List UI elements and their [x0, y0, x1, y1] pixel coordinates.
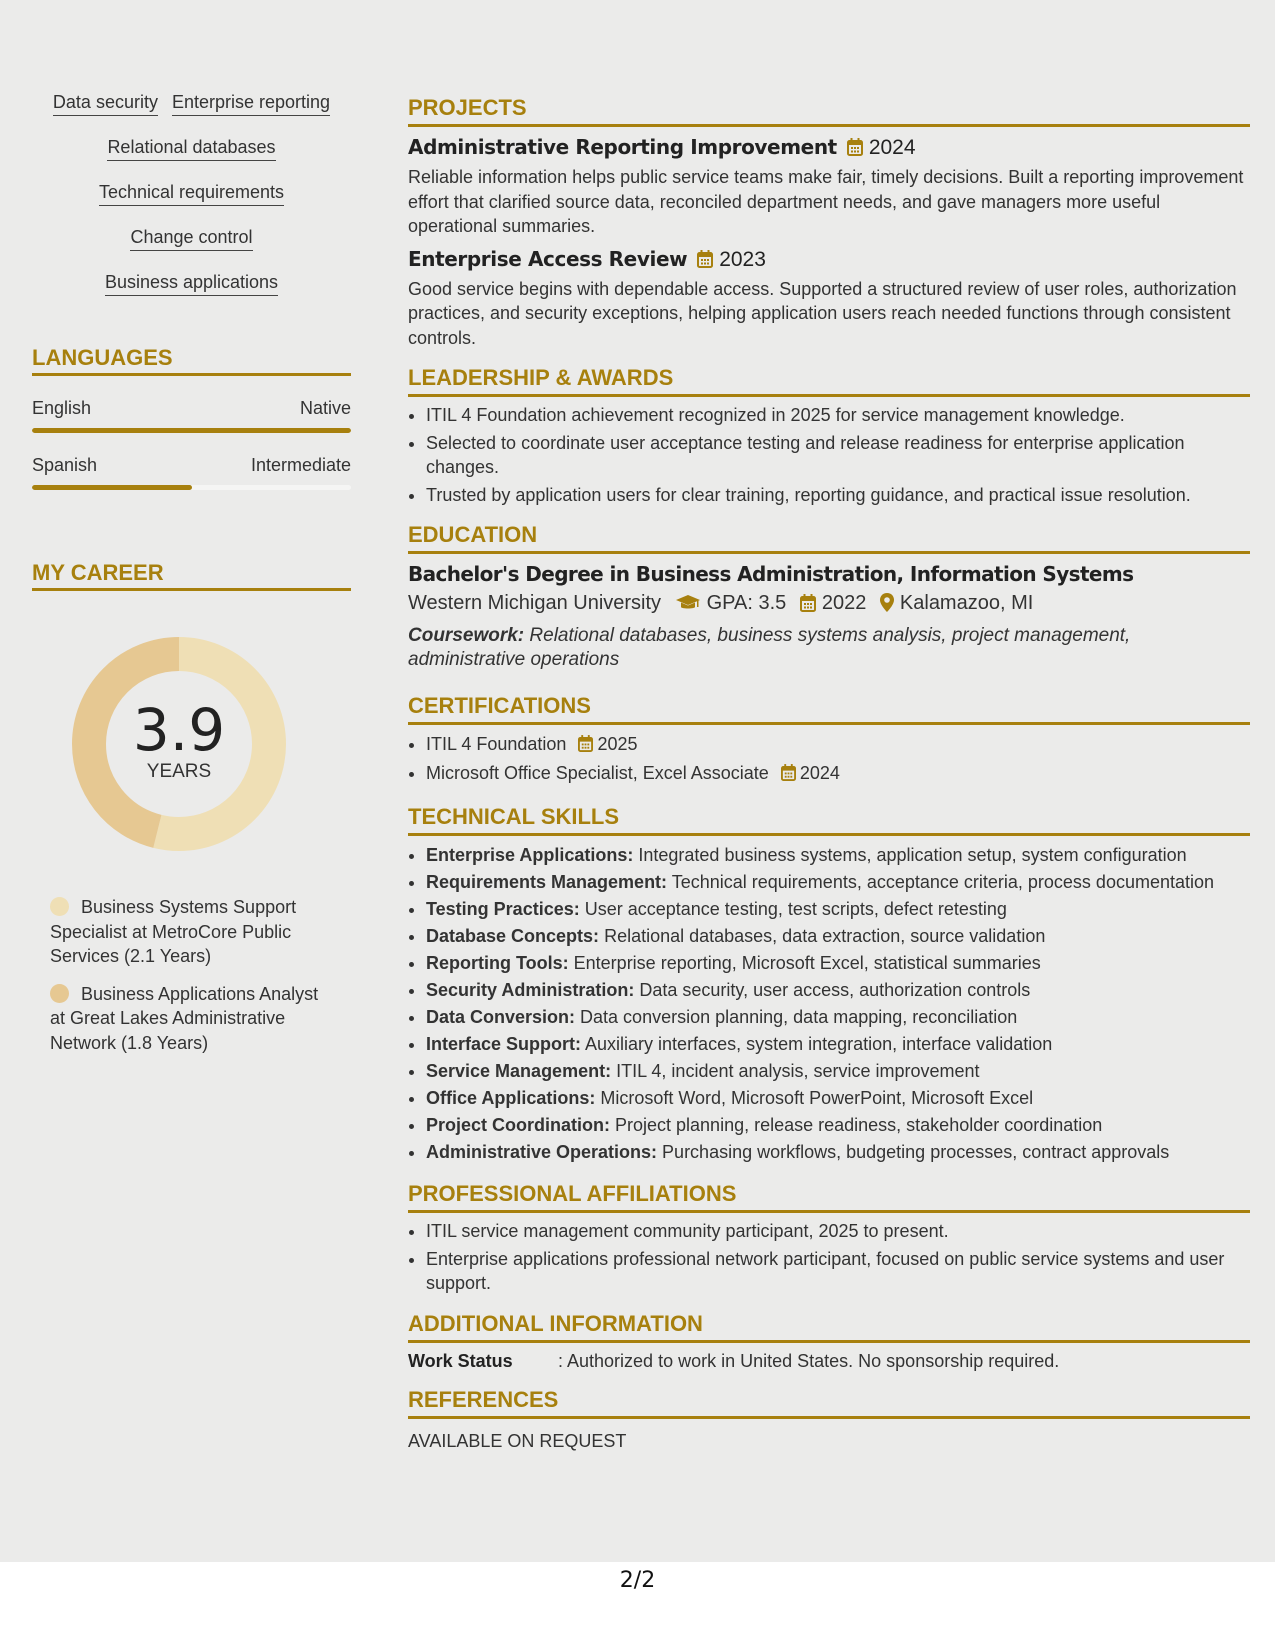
skill-tag: Change control: [130, 225, 252, 251]
skill-category: Interface Support:: [426, 1034, 582, 1054]
skill-item: [426, 977, 1250, 1004]
skill-item: [426, 1139, 1250, 1166]
skill-item: [426, 842, 1250, 869]
skill-values: Data conversion planning, data mapping, reconciliation: [575, 1007, 1018, 1027]
degree-title: Bachelor's Degree in Business Administration, Information Systems: [408, 562, 1134, 586]
skill-item: [426, 1004, 1250, 1031]
skill-values: Enterprise reporting, Microsoft Excel, statistical summaries: [568, 953, 1041, 973]
graduation-year: 2022: [821, 592, 867, 614]
education-meta: [408, 592, 1250, 618]
leadership-list: [408, 403, 1250, 507]
school-name: Western Michigan University: [408, 592, 662, 614]
work-status-label: Work Status: [408, 1350, 513, 1371]
affiliation-item: • Enterprise applications professional network participant, focused on public service systems and user support.: [426, 1247, 1250, 1296]
skill-item: [426, 896, 1250, 923]
skill-category: Service Management:: [426, 1061, 612, 1081]
career-legend-item: [50, 982, 320, 1056]
skill-values: Relational databases, data extraction, source validation: [599, 926, 1046, 946]
project-item: [408, 135, 1250, 239]
technical-skills-heading: TECHNICAL SKILLS: [408, 803, 1250, 836]
certification-year: 2025: [597, 734, 638, 754]
additional-info-heading: ADDITIONAL INFORMATION: [408, 1310, 1250, 1343]
skill-category: Office Applications:: [426, 1088, 596, 1108]
language-item: [32, 398, 351, 433]
career-legend-label: Business Applications Analyst at Great Lakes Administrative Network (1.8 Years): [50, 983, 319, 1053]
projects-heading: PROJECTS: [408, 94, 1250, 127]
graduation-cap-icon: [675, 594, 701, 618]
certification-item: [426, 731, 1250, 760]
project-title: Administrative Reporting Improvement: [408, 135, 837, 159]
leadership-heading: LEADERSHIP & AWARDS: [408, 364, 1250, 397]
affiliation-item: • ITIL service management community participant, 2025 to present.: [426, 1219, 1250, 1244]
skill-tag: Data security: [53, 90, 158, 116]
main-column: [408, 94, 1250, 1453]
skill-values: Auxiliary interfaces, system integration, interface validation: [581, 1034, 1053, 1054]
skill-item: [426, 1031, 1250, 1058]
language-level: Native: [299, 398, 351, 418]
page-number: 2/2: [619, 1568, 656, 1593]
certification-name: ITIL 4 Foundation: [426, 734, 567, 754]
project-year: 2023: [719, 247, 766, 271]
skill-tag: Relational databases: [107, 135, 275, 161]
skill-category: Security Administration:: [426, 980, 635, 1000]
calendar-icon: [578, 733, 593, 760]
career-total-unit: YEARS: [146, 761, 212, 782]
school-location: Kalamazoo, MI: [899, 592, 1034, 614]
languages-heading: LANGUAGES: [32, 345, 351, 376]
career-legend: [32, 895, 320, 1055]
education-heading: EDUCATION: [408, 521, 1250, 554]
skill-values: User acceptance testing, test scripts, defect retesting: [579, 899, 1007, 919]
skill-category: Reporting Tools:: [426, 953, 569, 973]
gpa: GPA: 3.5: [706, 592, 787, 614]
skill-item: [426, 869, 1250, 896]
affiliations-list: [408, 1219, 1250, 1296]
skill-item: [426, 1085, 1250, 1112]
calendar-icon: [847, 137, 863, 161]
coursework: [408, 624, 1250, 672]
leadership-item: • Trusted by application users for clear training, reporting guidance, and practical issue resolution.: [426, 483, 1250, 508]
leadership-item: • ITIL 4 Foundation achievement recognized in 2025 for service management knowledge.: [426, 403, 1250, 428]
career-donut-chart: [64, 629, 294, 859]
skill-item: [426, 1112, 1250, 1139]
skill-tag: Technical requirements: [99, 180, 284, 206]
affiliations-heading: PROFESSIONAL AFFILIATIONS: [408, 1180, 1250, 1213]
skill-category: Requirements Management:: [426, 872, 668, 892]
work-status-value: : Authorized to work in United States. No sponsorship required.: [558, 1350, 1060, 1371]
project-description: Reliable information helps public service teams make fair, timely decisions. Built a reporting improvement effort that clarified source data, reconciled department needs, and gave managers more useful operational summaries.: [408, 167, 1244, 236]
skill-tag: Enterprise reporting: [172, 90, 330, 116]
references-heading: REFERENCES: [408, 1386, 1250, 1419]
project-title: Enterprise Access Review: [408, 246, 688, 271]
skill-values: ITIL 4, incident analysis, service improvement: [611, 1061, 980, 1081]
location-pin-icon: [880, 593, 894, 618]
skill-tags: [32, 80, 351, 305]
skill-category: Enterprise Applications:: [426, 845, 634, 865]
career-legend-item: [50, 895, 320, 969]
legend-dot: [50, 984, 69, 1003]
certification-year: 2024: [799, 763, 840, 783]
coursework-text: Relational databases, business systems analysis, project management, administrative operations: [408, 625, 1131, 670]
coursework-label: Coursework:: [408, 625, 525, 646]
legend-dot: [50, 897, 69, 916]
certifications-list: [408, 731, 1250, 789]
skill-item: [426, 950, 1250, 977]
project-item: [408, 247, 1250, 351]
language-name: English: [32, 398, 92, 418]
skill-category: Database Concepts:: [426, 926, 600, 946]
leadership-item: • Selected to coordinate user acceptance testing and release readiness for enterprise application changes.: [426, 431, 1250, 480]
career-heading: MY CAREER: [32, 560, 351, 591]
skill-category: Testing Practices:: [426, 899, 580, 919]
skill-category: Administrative Operations:: [426, 1142, 658, 1162]
language-bar: [32, 428, 351, 433]
skill-values: Project planning, release readiness, stakeholder coordination: [610, 1115, 1103, 1135]
certifications-heading: CERTIFICATIONS: [408, 692, 1250, 725]
career-legend-label: Business Systems Support Specialist at MetroCore Public Services (2.1 Years): [50, 897, 297, 966]
sidebar: [32, 80, 351, 1068]
skill-values: Purchasing workflows, budgeting processes, contract approvals: [657, 1142, 1170, 1162]
skill-values: Microsoft Word, Microsoft PowerPoint, Microsoft Excel: [595, 1088, 1034, 1108]
skill-tag: Business applications: [105, 270, 278, 296]
project-description: Good service begins with dependable access. Supported a structured review of user roles, authorization practices, and security exceptions, helping application users reach needed functions through consistent controls.: [408, 278, 1237, 348]
skill-values: Technical requirements, acceptance criteria, process documentation: [667, 872, 1215, 892]
skill-item: [426, 923, 1250, 950]
technical-skills-list: [408, 842, 1250, 1166]
language-bar-fill: [32, 428, 351, 433]
calendar-icon: [800, 594, 816, 618]
certification-item: [426, 760, 1250, 789]
language-bar: [32, 485, 351, 490]
language-item: [32, 455, 351, 490]
work-status-row: [408, 1351, 1250, 1372]
calendar-icon: [781, 762, 796, 789]
language-bar-fill: [32, 485, 192, 490]
skill-category: Data Conversion:: [426, 1007, 576, 1027]
language-name: Spanish: [32, 455, 98, 475]
skill-values: Integrated business systems, application setup, system configuration: [633, 845, 1187, 865]
career-total-years: 3.9: [132, 696, 226, 764]
project-year: 2024: [868, 136, 916, 159]
certification-name: Microsoft Office Specialist, Excel Associate: [426, 763, 769, 783]
language-level: Intermediate: [250, 455, 351, 475]
calendar-icon: [697, 249, 713, 273]
skill-item: [426, 1058, 1250, 1085]
skill-category: Project Coordination:: [426, 1115, 610, 1135]
references-text: AVAILABLE ON REQUEST: [408, 1430, 627, 1451]
skill-values: Data security, user access, authorization controls: [634, 980, 1031, 1000]
